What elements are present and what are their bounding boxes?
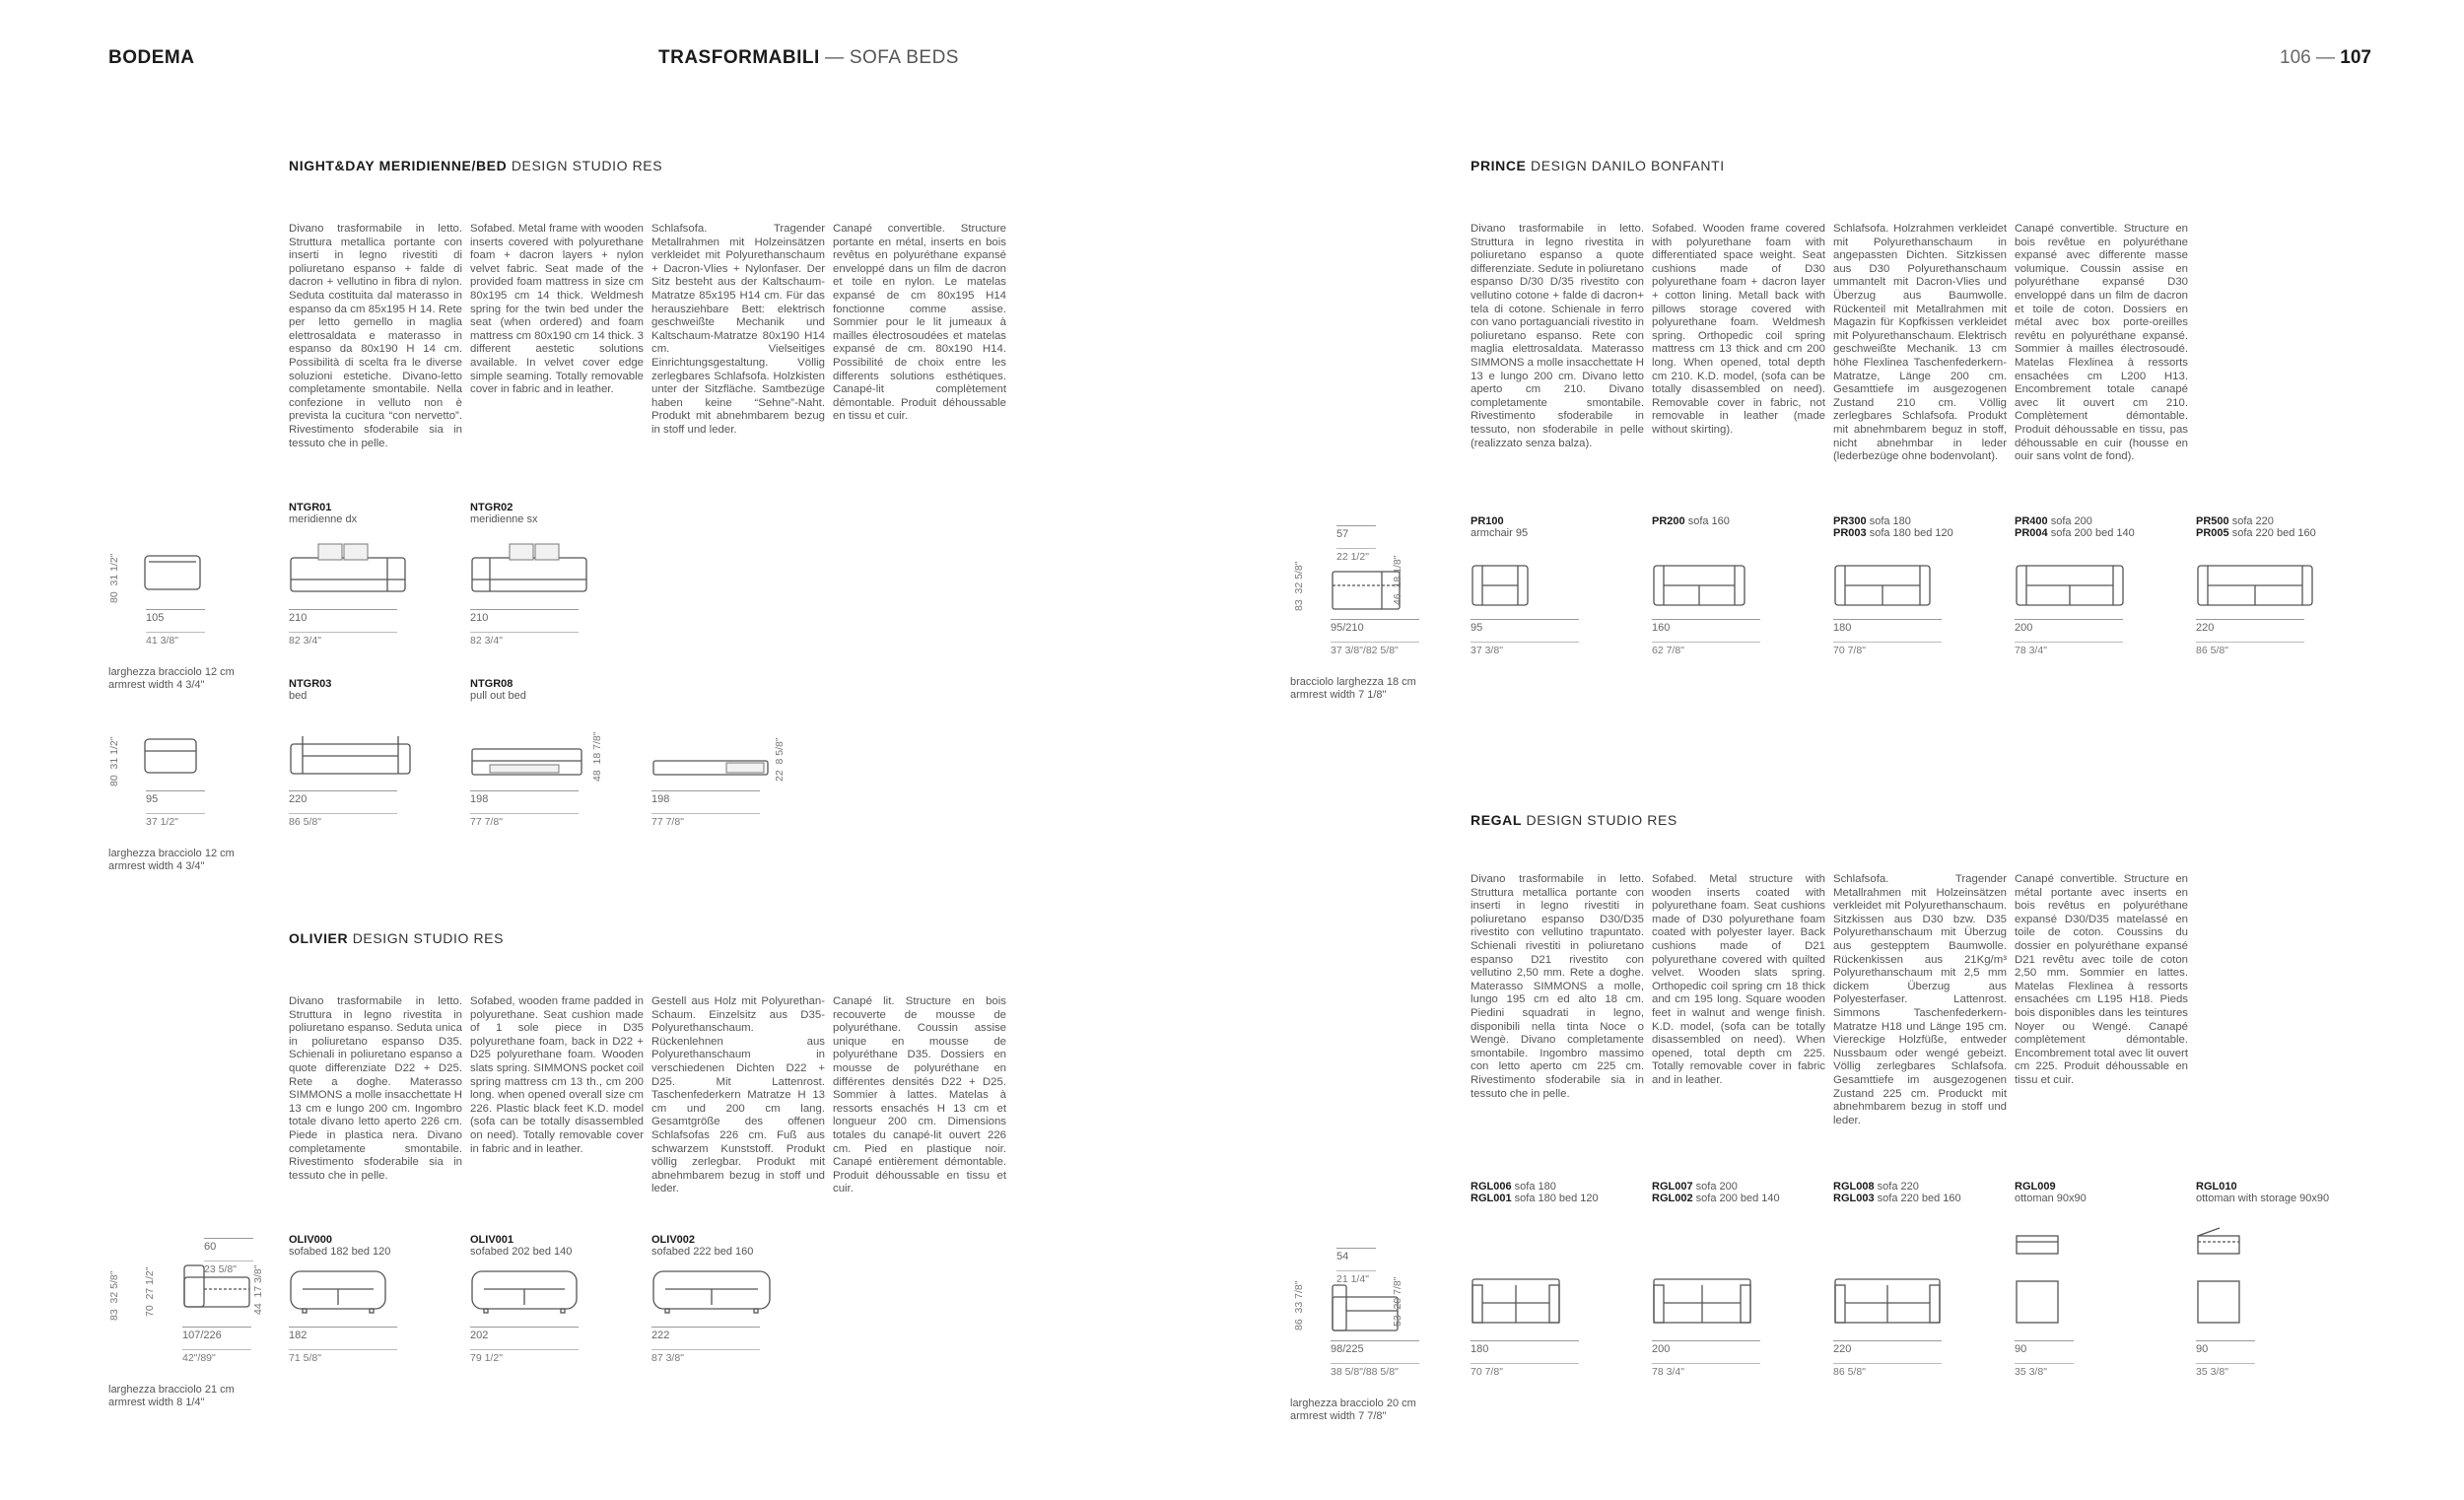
product-code-pr300: PR300 sofa 180 PR003 sofa 180 bed 120 xyxy=(1833,515,1953,539)
regal-heading xyxy=(1471,812,1677,828)
ntgr01-dimension: 210 82 3/4" xyxy=(289,609,397,647)
olivier-side-arm: 70 27 1/2" xyxy=(144,1266,156,1317)
product-code-pr200: PR200 sofa 160 xyxy=(1652,515,1730,527)
rgl009-dimension: 90 35 3/8" xyxy=(2015,1340,2074,1378)
ntgr08-open-icon xyxy=(651,757,770,779)
ntgr08-open-height: 22 8 5/8" xyxy=(774,737,786,782)
olivier-text-fr: Canapé lit. Structure en bois recouverte de mousse de polyuréthane. Coussin assise unique en mousse de polyuréthane D35. Dossiers en mousse de polyuréthane en différentes densités D22 + D25. Sommier à lattes. Matelas à ressorts ensachés H 13 cm et longueur 200 cm. Dimensions totales du canapé-lit ouvert 226 cm. Pied en plastique noir. Canapé entièrement démontable. Produit déhoussable en tissu et cuir. xyxy=(833,995,1006,1195)
product-code-oliv002: OLIV002 sofabed 222 bed 160 xyxy=(651,1234,754,1258)
regal-designer: DESIGN STUDIO RES xyxy=(1526,812,1677,828)
product-code-pr500: PR500 sofa 220 PR005 sofa 220 bed 160 xyxy=(2196,515,2316,539)
rgl010-ottoman-side-icon xyxy=(2196,1226,2243,1258)
page-sep: — xyxy=(2316,47,2336,68)
oliv000-dimension: 182 71 5/8" xyxy=(289,1327,397,1364)
product-code-oliv001: OLIV001 sofabed 202 bed 140 xyxy=(470,1234,573,1258)
ntgr02-dimension: 210 82 3/4" xyxy=(470,609,579,647)
rgl010-ottoman-top-icon xyxy=(2196,1279,2241,1327)
nightday-text-fr: Canapé convertible. Structure portante en métal, inserts en bois revêtus en polyuréthane expansé enveloppé dans un film de dacron et toile en nylon. Le matelas expansé de cm 80x195 H14 fonctionne comme assise. Sommier pour le lit jumeaux à mailles électrosoudées et matelas expansé de cm. 80x190 H14. Possibilité de choix entre les differents solutions esthétiques. Canapé-lit complètement démontable. Produit déhoussable en tissu et cuir. xyxy=(833,223,1006,423)
ntgr03-dimension: 220 86 5/8" xyxy=(289,790,397,828)
rgl006-dimension: 180 70 7/8" xyxy=(1471,1340,1579,1378)
pr300-dimension: 180 70 7/8" xyxy=(1833,619,1942,656)
regal-text-fr: Canapé convertible. Structure en métal portante avec inserts en bois revêtus en polyuréthane expansé D30/D35 matelassé en toile de coton. Coussins du dossier en polyuréthane expansé D21 revêtu avec toile de coton 2,50 mm. Sommier en lattes. Matelas Flexlinea à ressorts ensachées cm L195 H18. Pieds bois disponibles dans les teintures Noyer ou Wengé. Canapé complètement démontable. Encombrement total avec lit ouvert cm 225. Produit déhoussable en tissu et cuir. xyxy=(2015,873,2188,1086)
pr500-sofa-icon xyxy=(2196,564,2314,611)
oliv001-dimension: 202 79 1/2" xyxy=(470,1327,579,1364)
olivier-note: larghezza bracciolo 21 cm armrest width 8 1/4" xyxy=(108,1384,235,1408)
nightday-designer: DESIGN STUDIO RES xyxy=(511,158,663,173)
product-code-pr400: PR400 sofa 200 PR004 sofa 200 bed 140 xyxy=(2015,515,2135,539)
regal-side-depth: 98/225 38 5/8"/88 5/8" xyxy=(1331,1340,1419,1378)
product-code-rgl007: RGL007 sofa 200 RGL002 sofa 200 bed 140 xyxy=(1652,1181,1780,1204)
olivier-side-seat: 44 17 3/8" xyxy=(252,1264,264,1315)
rgl009-ottoman-side-icon xyxy=(2015,1232,2060,1258)
prince-text-en: Sofabed. Wooden frame covered with polyurethane foam with differentiated space weight. Seat cushions made of D30 polyurethane foam + dacron layer + cotton lining. Metall back with pillows storage covered with polyurethane foam. Weldmesh spring. Orthopedic coil spring mattress cm 13 thick and cm 200 long. When opened, total depth cm 210. K.D. model, (sofa can be totally disassembled on need). Removable cover in fabric, not removable in leather (made without skirting). xyxy=(1652,223,1825,436)
nightday-note-2: larghezza bracciolo 12 cm armrest width 4 3/4" xyxy=(108,848,235,872)
oliv002-dimension: 222 87 3/8" xyxy=(651,1327,760,1364)
ntgr03-bed-icon xyxy=(289,734,412,778)
nightday-text-en: Sofabed. Metal frame with wooden inserts covered with polyurethane foam + dacron layers + nylon velvet fabric. Seat made of the provided foam mattress in size cm 80x195 cm 14 thick. Weldmesh spring for the twin bed under the seat (when ordered) and foam mattress cm 80x190 cm 14 thick. 3 different aestetic solutions available. In velvet cover edge simple seaming. Totally removable cover in fabric and in leather. xyxy=(470,223,644,396)
olivier-text-en: Sofabed, wooden frame padded in polyurethane. Seat cushion made of 1 sole piece in D35 polyurethane foam, back in D22 + D25 polyurethane foam. Wooden slats spring. SIMMONS pocket coil spring mattress cm 13 th., cm 200 long. when opened overall size cm 226. Plastic black feet K.D. model (sofa can be totally disassembled on need). Totally removable cover in fabric and in leather. xyxy=(470,995,644,1155)
ntgr08-dimension: 198 77 7/8" xyxy=(470,790,579,828)
pr400-dimension: 200 78 3/4" xyxy=(2015,619,2123,656)
prince-text-de: Schlafsofa. Holzrahmen verkleidet mit Polyurethanschaum in angepassten Dichten. Sitzkissen aus D30 Polyurethanschaum ummantelt mit Dacron-Vlies und Überzug aus Baumwolle. Rückenteil mit Metallrahmen mit Magazin für Kopfkissen verkleidet mit Polyurethanschaum. Elektrisch geschweißte Mechanik. 13 cm höhe Flexlinea Taschenfederkern-Matratze, Länge 200 cm. Gesamttiefe im ausgezogenen Zustand 210 cm. Völlig zerlegbares Schlafsofa. Produkt mit abnehmbarem beguz in stoff, nicht abnehmbar in leder (lederbezüge ohne bodenvolant). xyxy=(1833,223,2007,463)
prince-name: PRINCE xyxy=(1471,158,1527,173)
regal-side-seat: 53 20 7/8" xyxy=(1392,1276,1403,1327)
section-sub: SOFA BEDS xyxy=(849,47,959,68)
ntgr08-pullout-icon xyxy=(470,739,583,779)
pr100-dimension: 95 37 3/8" xyxy=(1471,619,1579,656)
pr500-dimension: 220 86 5/8" xyxy=(2196,619,2304,656)
rgl010-dimension: 90 35 3/8" xyxy=(2196,1340,2255,1378)
prince-note: bracciolo larghezza 18 cm armrest width 7 1/8" xyxy=(1290,676,1416,701)
prince-text-it: Divano trasformabile in letto. Struttura in legno rivestita in poliuretano espanso a quote differenziate. Sedute in poliuretano espanso D/30 D/35 rivestito con vellutino cotone + falde di dacron+ tela di cotone. Schienale in ferro con vano portaguanciali rivestito in poliuretano espanso. Rete con maglia elettrosaldata. Materasso SIMMONS a molle insacchettate H 13 e lungo 200 cm. Divano letto aperto cm 210. Divano completamente smontabile. Rivestimento sfoderabile in tessuto, non sfoderabile in pelle (realizzato senza balza). xyxy=(1471,223,1644,449)
rgl007-sofa-icon xyxy=(1652,1277,1752,1329)
product-code-rgl008: RGL008 sofa 220 RGL003 sofa 220 bed 160 xyxy=(1833,1181,1961,1204)
nightday-heading xyxy=(289,158,662,173)
ntgr01-sofa-icon xyxy=(289,540,407,595)
regal-text-de: Schlafsofa. Tragender Metallrahmen mit Holzeinsätzen verkleidet mit Polyurethanschaum. Sitzkissen aus D30 bzw. D35 Polyurethanschaum mit Überzug aus gestepptem Baumwolle. Rückenkissen aus 21Kg/m³ Polyurethanschaum mit 2,5 mm dickem Überzug aus Polyesterfaser. Lattenrost. Simmons Taschenfederkern-Matratze H18 und Länge 195 cm. Viereckige Holzfüße, entweder Nussbaum oder wengé gebeizt. Völlig zerlegbares Schlafsofa. Gesamttiefe im ausgezogenen Zustand 225 cm. Produckt mit abnehmbarem bezug in stoff und leder. xyxy=(1833,873,2007,1126)
product-code-ntgr01: NTGR01 meridienne dx xyxy=(289,502,358,525)
product-code-ntgr03: NTGR03 bed xyxy=(289,678,332,702)
prince-side-seat: 46 18 1/8" xyxy=(1392,555,1403,605)
rgl007-dimension: 200 78 3/4" xyxy=(1652,1340,1760,1378)
olivier-side-depth: 107/226 42"/89" xyxy=(182,1327,251,1364)
product-code-rgl006: RGL006 sofa 180 RGL001 sofa 180 bed 120 xyxy=(1471,1181,1599,1204)
page-left: 106 xyxy=(2280,47,2311,68)
prince-designer: DESIGN DANILO BONFANTI xyxy=(1531,158,1725,173)
nightday-note-1: larghezza bracciolo 12 cm armrest width 4 3/4" xyxy=(108,666,235,691)
product-code-ntgr02: NTGR02 meridienne sx xyxy=(470,502,538,525)
regal-note: larghezza bracciolo 20 cm armrest width 7 7/8" xyxy=(1290,1398,1416,1422)
olivier-text-it: Divano trasformabile in letto. Struttura in legno rivestita in poliuretano espanso. Seduta unica in poliuretano espanso D35. Schienali in poliuretano espanso a quote differenziate D22 + D25. Rete a doghe. Materasso SIMMONS a molle insacchettate H 13 cm e lungo 200 cm. Ingombro totale divano letto aperto 226 cm. Piede in plastica nera. Divano completamente smontabile. Rivestimento sfoderabile sia in tessuto che in pelle. xyxy=(289,995,462,1182)
nightday-bed-side-height: 80 31 1/2" xyxy=(108,736,120,786)
prince-side-height: 83 32 5/8" xyxy=(1293,561,1305,611)
section-bold: TRASFORMABILI xyxy=(658,47,820,68)
rgl006-sofa-icon xyxy=(1471,1277,1561,1329)
regal-text-it: Divano trasformabile in letto. Struttura metallica portante con inserti in legno rivestiti in poliuretano espanso D30/D35 rivestito con vellutino trapuntato. Schienali rivestiti in poliuretano espanso D21 rivestito con vellutino 2,50 mm. Rete a doghe. Materasso SIMMONS a molle, lungo 195 cm ed alto 18 cm. Piedini squadrati in legno, disponibili nella tinta Noce o Wengè. Divano completamente smontabile. Ingombro massimo con letto aperto cm 225 cm. Rivestimento sfoderabile sia in tessuto che in pelle. xyxy=(1471,873,1644,1100)
olivier-side-view-icon xyxy=(182,1263,251,1311)
olivier-side-height: 83 32 5/8" xyxy=(108,1270,120,1321)
regal-side-top: 54 21 1/4" xyxy=(1336,1248,1376,1285)
oliv001-sofa-icon xyxy=(470,1265,579,1315)
nightday-bed-side-depth: 95 37 1/2" xyxy=(146,790,205,828)
nightday-bed-side-icon xyxy=(143,737,198,777)
prince-side-depth: 95/210 37 3/8"/82 5/8" xyxy=(1331,619,1419,656)
product-code-rgl010: RGL010 ottoman with storage 90x90 xyxy=(2196,1181,2330,1204)
prince-side-top: 57 22 1/2" xyxy=(1336,525,1376,563)
olivier-heading xyxy=(289,930,504,946)
regal-side-height: 86 33 7/8" xyxy=(1293,1280,1305,1330)
olivier-designer: DESIGN STUDIO RES xyxy=(352,930,505,946)
regal-text-en: Sofabed. Metal structure with wooden inserts coated with polyurethane foam. Seat cushions made of D30 polyurethane foam coated with polyester layer. Back cushions made of D21 polyurethane covered with quilted velvet. Wooden slats spring. Orthopedic coil spring cm 18 thick and cm 195 long. Square wooden feet in walnut and wenge finish. K.D. model, (sofa can be totally disassembled on need). When opened, total depth cm 225. Totally removable cover in fabric and in leather. xyxy=(1652,873,1825,1086)
oliv000-sofa-icon xyxy=(289,1265,387,1315)
product-code-ntgr08: NTGR08 pull out bed xyxy=(470,678,526,702)
page-right: 107 xyxy=(2340,47,2371,68)
pr200-sofa-icon xyxy=(1652,564,1746,611)
rgl008-dimension: 220 86 5/8" xyxy=(1833,1340,1942,1378)
ntgr08-height: 48 18 7/8" xyxy=(591,731,603,782)
product-code-pr100: PR100 armchair 95 xyxy=(1471,515,1529,539)
nightday-text-de: Schlafsofa. Tragender Metallrahmen mit Holzeinsätzen verkleidet mit Polyurethanschaum + Dacron-Vlies + Nylonfaser. Der Sitz besteht aus der Kaltschaum-Matratze 85x195 H14 cm. Für das herausziehbare Bett: elektrisch geschweißte Mechanik und Kaltschaum-Matratze 80x190 H14 cm. Vielseitiges Einrichtungsgestaltung. Völlig zerlegbares Schlafsofa. Holzkisten unter der Sitzfläche. Samtbezüge haben keine “Sehne”-Naht. Produkt mit abnehmbarem bezug in stoff und leder. xyxy=(651,223,825,436)
pr100-armchair-icon xyxy=(1471,564,1530,611)
olivier-name: OLIVIER xyxy=(289,930,349,946)
rgl008-sofa-icon xyxy=(1833,1277,1942,1329)
nightday-side-view-icon xyxy=(143,554,202,593)
header-section-title xyxy=(658,47,959,69)
olivier-text-de: Gestell aus Holz mit Polyurethan-Schaum. Einzelsitz aus D35-Polyurethanschaum. Rückenlehnen aus Polyurethanschaum in verschiedenen Dichten D22 + D25. Mit Lattenrost. Taschenfederkern Matratze H 13 cm und 200 cm lang. Gesamtgröße des offenen Schlafsofas 226 cm. Fuß aus schwarzem Kunststoff. Produkt völlig zerlegbar. Produkt mit abnehmbarem bezug in stoff und leder. xyxy=(651,995,825,1195)
rgl009-ottoman-top-icon xyxy=(2015,1279,2060,1327)
regal-name: REGAL xyxy=(1471,812,1522,828)
brand-logo: BODEMA xyxy=(108,47,195,68)
nightday-text-it: Divano trasformabile in letto. Struttura metallica portante con inserti in legno rivestiti di poliuretano espanso + falde di dacron + vellutino in fibra di nylon. Seduta costituita dal materasso in espanso da cm 85x195 H 14. Rete per letto gemello in maglia elettrosaldata e materasso in espanso da 80x190 H 14 cm. Possibilità di scelta fra le diverse soluzioni estetiche. Divano-letto completamente smontabile. Nella confezione in velluto non è prevista la cucitura “con nervetto”. Rivestimento sfoderabile sia in tessuto che in pelle. xyxy=(289,223,462,449)
product-code-rgl009: RGL009 ottoman 90x90 xyxy=(2015,1181,2087,1204)
ntgr02-sofa-icon xyxy=(470,540,588,595)
nightday-side-height: 80 31 1/2" xyxy=(108,553,120,603)
section-sep: — xyxy=(825,47,845,68)
pr200-dimension: 160 62 7/8" xyxy=(1652,619,1760,656)
prince-text-fr: Canapé convertible. Structure en bois revêtue en polyuréthane expansé avec differente masse volumique. Coussin assise en polyuréthane expansé D30 enveloppé dans un film de dacron et toile de coton. Dossiers en métal avec box porte-oreilles revêtu en polyuréthane expansé. Sommier à mailles électrosoudé. Matelas Flexlinea à ressorts ensachées cm L200 H13. Encombrement totale canapé avec lit ouvert cm 210. Complètement démontable. Produit déhoussable en tissu, pas déhoussable en cuir (housse en ouir sans volnt de fond). xyxy=(2015,223,2188,463)
oliv002-sofa-icon xyxy=(651,1265,772,1315)
pr400-sofa-icon xyxy=(2015,564,2125,611)
pr300-sofa-icon xyxy=(1833,564,1932,611)
nightday-name: NIGHT&DAY MERIDIENNE/BED xyxy=(289,158,508,173)
olivier-side-top: 60 23 5/8" xyxy=(204,1238,253,1275)
prince-heading xyxy=(1471,158,1725,173)
product-code-oliv000: OLIV000 sofabed 182 bed 120 xyxy=(289,1234,391,1258)
nightday-side-depth: 105 41 3/8" xyxy=(146,609,205,647)
page-numbers xyxy=(2280,47,2371,69)
regal-side-view-icon xyxy=(1331,1283,1400,1334)
ntgr08-open-dimension: 198 77 7/8" xyxy=(651,790,760,828)
